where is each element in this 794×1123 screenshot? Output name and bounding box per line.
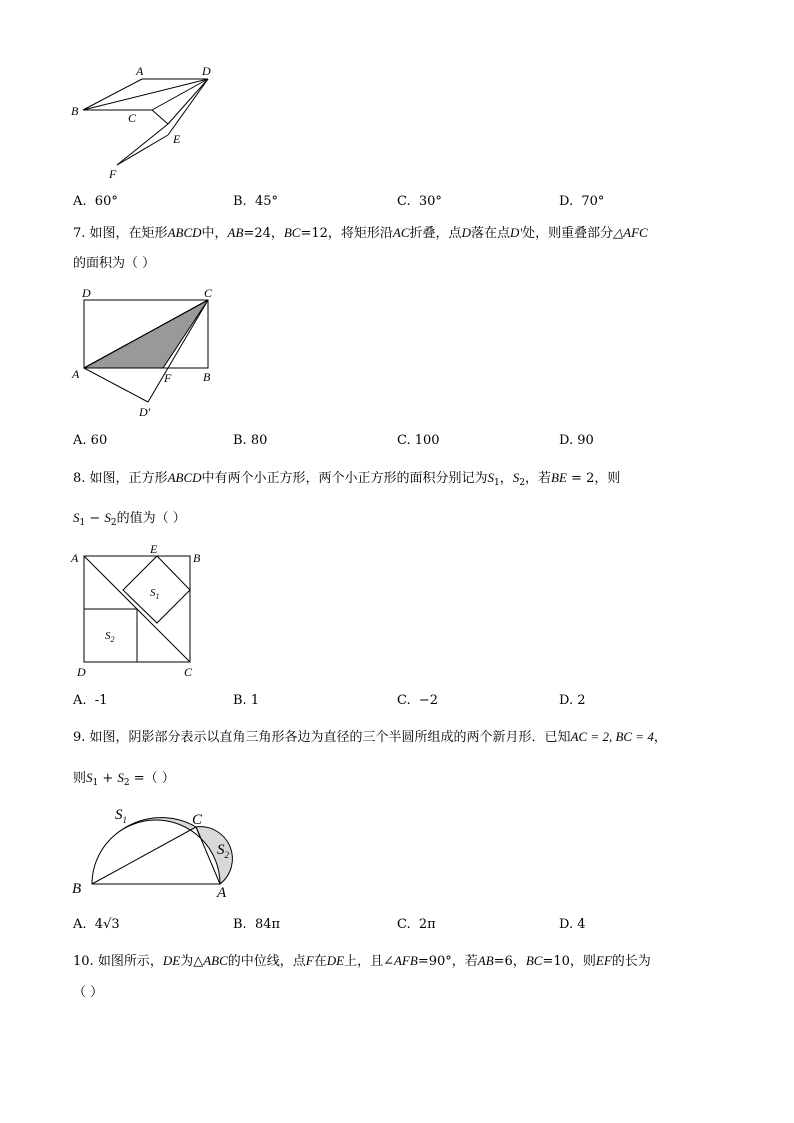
q9-label-S2: $S_2$ (217, 842, 229, 860)
q8-stem-line1: 8. 如图，正方形ABCD中有两个小正方形，两个小正方形的面积分别记为$S_1$，$S_2$，若BE = 2，则 (73, 470, 621, 488)
q6-label-A: A (136, 64, 144, 78)
q8-option-d[interactable]: D. 2 (559, 693, 586, 708)
q7-label-D: D (82, 286, 91, 300)
q8-option-a[interactable]: A. -1 (73, 693, 108, 708)
q6-option-d[interactable]: D. 70° (559, 194, 605, 209)
q6-label-E: E (173, 132, 181, 146)
q7-label-F: F (164, 371, 172, 385)
q9-figure (68, 792, 248, 902)
q6-option-c[interactable]: C. 30° (397, 194, 442, 209)
q7-label-B: B (203, 370, 211, 384)
q8-option-c[interactable]: C. −2 (397, 693, 439, 708)
q6-figure (68, 60, 228, 182)
q9-option-b[interactable]: B. 84π (233, 917, 281, 932)
q8-label-D: D (77, 665, 86, 679)
q9-stem-line1: 9. 如图，阴影部分表示以直角三角形各边为直径的三个半圆所组成的两个新月形．已知AC = 2, BC = 4， (73, 729, 667, 745)
q7-label-C: C (204, 286, 213, 300)
q9-option-a[interactable]: A. 4√3 (73, 917, 120, 932)
q7-option-b[interactable]: B. 80 (233, 433, 268, 448)
q7-label-Dprime: D' (139, 405, 151, 419)
q7-stem-line1: 7. 如图，在矩形ABCD中，AB=24，BC=12，将矩形沿AC折叠，点D落在点D'处，则重叠部分△AFC (73, 225, 648, 241)
q6-label-B: B (71, 104, 79, 118)
q9-label-S1: $S_1$ (115, 807, 127, 825)
q7-stem-line2: 的面积为（ ） (73, 256, 156, 271)
q7-option-a[interactable]: A. 60 (73, 433, 108, 448)
q8-figure (68, 540, 218, 682)
q7-option-c[interactable]: C. 100 (397, 433, 440, 448)
q6-label-D: D (202, 64, 211, 78)
q8-label-B: B (193, 551, 201, 565)
q6-option-a[interactable]: A. 60° (73, 194, 118, 209)
q8-option-b[interactable]: B. 1 (233, 693, 260, 708)
q10-stem-line2: （ ） (73, 985, 104, 1000)
q7-option-d[interactable]: D. 90 (559, 433, 594, 448)
q6-label-F: F (109, 167, 117, 181)
q6-option-b[interactable]: B. 45° (233, 194, 278, 209)
q9-label-C: C (192, 812, 203, 828)
q9-option-d[interactable]: D. 4 (559, 917, 586, 932)
q9-stem-line2: 则$S_1 + S_2$ =（ ） (73, 770, 175, 788)
q8-label-A: A (71, 551, 79, 565)
q8-stem-line2: $S_1 - S_2$的值为（ ） (73, 510, 186, 528)
q9-label-A: A (217, 885, 227, 901)
q8-label-C: C (184, 665, 193, 679)
q8-label-S1: $S_1$ (150, 587, 160, 601)
q9-option-c[interactable]: C. 2π (397, 917, 436, 932)
q10-stem-line1: 10. 如图所示，DE为△ABC的中位线，点F在DE上，且∠AFB=90°，若AB=6，BC=10，则EF的长为 (73, 953, 651, 969)
q8-label-E: E (150, 542, 158, 556)
q9-label-B: B (72, 881, 82, 897)
q7-figure (68, 282, 228, 422)
q7-label-A: A (72, 367, 80, 381)
q6-label-C: C (128, 111, 137, 125)
q8-label-S2: $S_2$ (105, 630, 115, 644)
